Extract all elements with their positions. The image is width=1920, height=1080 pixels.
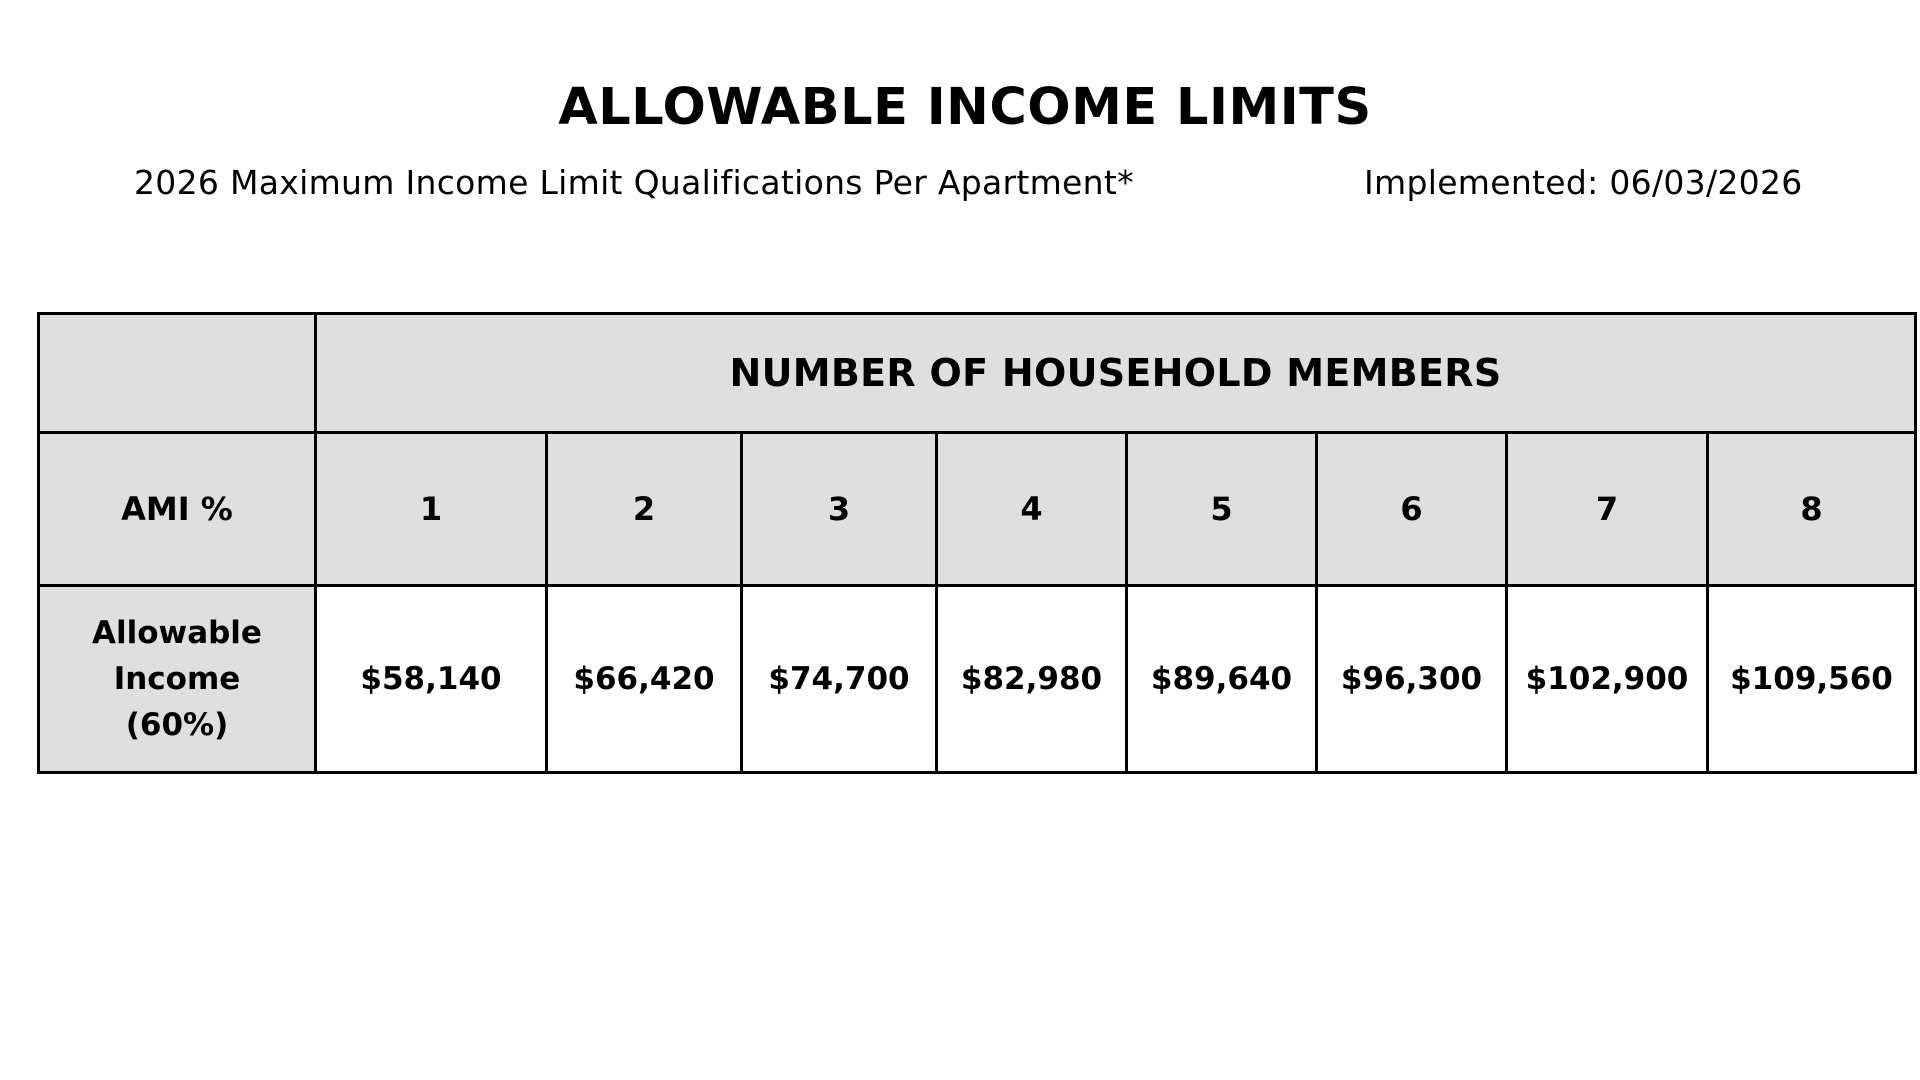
- allowable-income-label: [39, 586, 316, 773]
- income-value-cell: $58,140: [316, 586, 547, 773]
- household-size-cell: 5: [1127, 433, 1317, 586]
- income-value-cell: $109,560: [1708, 586, 1916, 773]
- income-value-cell: $66,420: [547, 586, 742, 773]
- income-value-cell: $102,900: [1507, 586, 1708, 773]
- household-size-cell: 4: [937, 433, 1127, 586]
- income-limits-table: [37, 312, 1917, 774]
- subtitle-qualifications: 2026 Maximum Income Limit Qualifications Per Apartment*: [134, 163, 1134, 202]
- table-header-row: [39, 314, 1916, 433]
- ami-percent-label: AMI %: [39, 433, 316, 586]
- income-value-cell: $82,980: [937, 586, 1127, 773]
- household-size-cell: 6: [1317, 433, 1507, 586]
- household-size-cell: 8: [1708, 433, 1916, 586]
- allowable-income-label-line: (60%): [125, 707, 229, 743]
- household-size-cell: 3: [742, 433, 937, 586]
- implemented-date: Implemented: 06/03/2026: [1364, 163, 1803, 202]
- corner-cell: [39, 314, 316, 433]
- household-members-header: NUMBER OF HOUSEHOLD MEMBERS: [316, 314, 1916, 433]
- allowable-income-label-line: Allowable: [92, 615, 262, 651]
- income-value-cell: $89,640: [1127, 586, 1317, 773]
- household-size-row: [39, 433, 1916, 586]
- household-size-cell: 2: [547, 433, 742, 586]
- page-title: ALLOWABLE INCOME LIMITS: [558, 78, 1372, 137]
- income-value-cell: $96,300: [1317, 586, 1507, 773]
- income-value-cell: $74,700: [742, 586, 937, 773]
- household-size-cell: 7: [1507, 433, 1708, 586]
- household-size-cell: 1: [316, 433, 547, 586]
- allowable-income-label-line: Income: [113, 661, 241, 697]
- allowable-income-row: [39, 586, 1916, 773]
